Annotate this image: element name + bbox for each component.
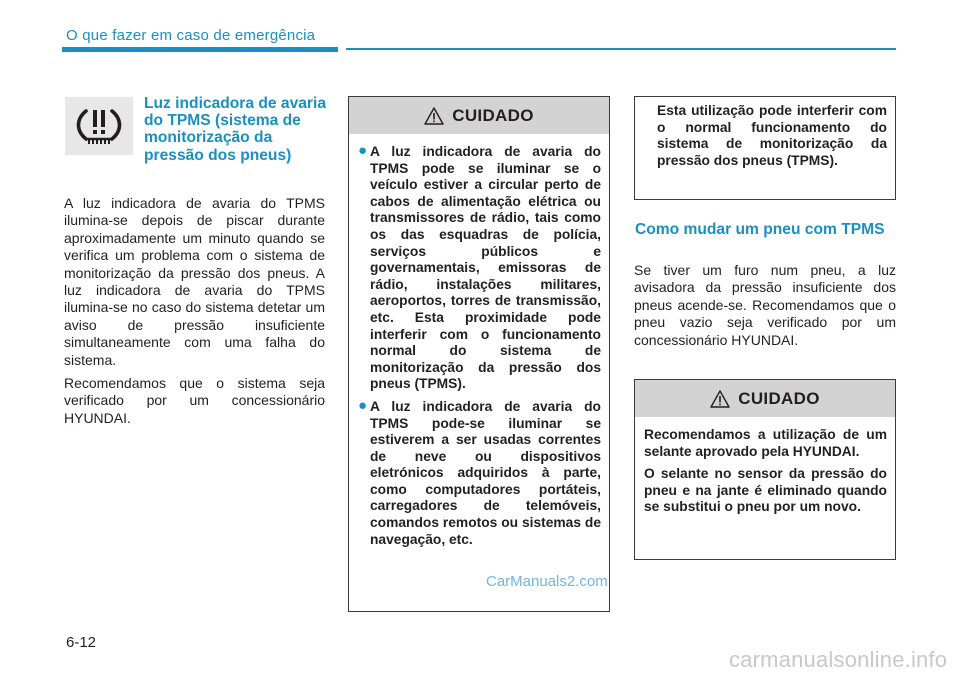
bullet-icon: ● [358, 396, 368, 414]
paragraph: Recomendamos que o sistema seja verificado por um concessionário HYUNDAI. [64, 375, 325, 426]
watermark-text: carmanualsonline.info [729, 647, 948, 672]
caution-body [349, 134, 609, 548]
tpms-indicator-title: Luz indicadora de avaria do TPMS (sistema de monitorização da pressão dos pneus) [144, 95, 326, 164]
tpms-indicator-body [64, 195, 325, 433]
warning-triangle-icon [710, 390, 730, 408]
caution-header [635, 380, 895, 417]
tire-change-body: Se tiver um furo num pneu, a luz avisadora da pressão insuficiente dos pneus acende-se. Recomendamos que o pneu vazio seja verificado por um concessionário HYUNDAI. [634, 262, 896, 348]
caution-paragraph: Recomendamos a utilização de um selante aprovado pela HYUNDAI. [644, 427, 887, 459]
caution-header [349, 97, 609, 134]
header-rule-thin [346, 48, 896, 50]
warning-triangle-icon [424, 107, 444, 125]
caution-bullet-text: A luz indicadora de avaria do TPMS pode-se iluminar se estiverem a ser usadas correntes de neve ou dispositivos eletrónicos adquiridos à parte, como computadores portáteis, carregadores de telemóveis, comandos remotos ou sistemas de navegação, etc. [370, 398, 601, 547]
watermark-text: CarManuals2.com [486, 573, 608, 590]
paragraph: A luz indicadora de avaria do TPMS ilumina-se depois de piscar durante aproximadamente um minuto quando se verifica um problema com o sistema de monitorização da pressão dos pneus. A luz indicadora de avaria do TPMS ilumina-se no caso do sistema detetar um aviso de pressão insuficiente simultaneamente com uma falha do sistema. [64, 195, 325, 368]
caution-paragraph: O selante no sensor da pressão do pneu e na jante é eliminado quando se substitui o pneu por um novo. [644, 466, 887, 515]
tpms-warning-icon [65, 97, 133, 155]
caution-box-center [348, 96, 610, 612]
caution-label: CUIDADO [452, 105, 534, 125]
caution-bullet-item [358, 142, 601, 393]
caution-body [635, 417, 895, 516]
header-rule-thick [62, 47, 338, 52]
caution-box-right [634, 379, 896, 560]
caution-label: CUIDADO [738, 388, 820, 408]
tire-change-title: Como mudar um pneu com TPMS [635, 221, 885, 238]
continued-caution-text: Esta utilização pode interferir com o normal funcionamento do sistema de monitorização da pressão dos pneus (TPMS). [657, 103, 887, 168]
bullet-icon: ● [358, 142, 368, 159]
section-header-title: O que fazer em caso de emergência [66, 27, 316, 44]
page-number: 6-12 [66, 634, 97, 651]
continued-caution-box [634, 96, 896, 200]
caution-bullet-item [358, 396, 601, 548]
caution-bullet-text: A luz indicadora de avaria do TPMS pode se iluminar se o veículo estiver a circular perto de cabos de alimentação elétrica ou transmissores de rádio, tais como os das esquadras de polícia, serviços públicos e governamentais, emissoras de rádio, instalações militares, aeroportos, torres de transmissão, etc. Esta proximidade pode interferir com o funcionamento normal do sistema de monitorização da pressão dos pneus (TPMS). [370, 144, 601, 392]
